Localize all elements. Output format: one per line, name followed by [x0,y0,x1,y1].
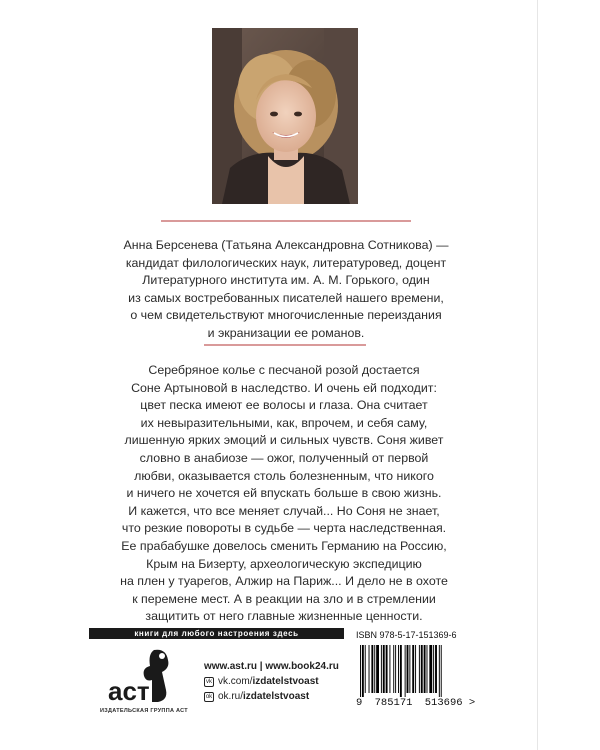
barcode-bar [369,645,370,693]
bio-line: из самых востребованных писателей нашего времени, [128,290,444,305]
blurb-line: и ничего не хочется ей впускать больше в свою жизнь. [126,486,442,501]
barcode-bar [407,645,409,693]
bio-line: кандидат филологических наук, литературовед, доцент [125,255,447,270]
barcode-bar [383,645,385,693]
barcode-bar [386,645,388,693]
vk-handle: izdatelstvoast [252,676,319,687]
blurb-line: Серебряное колье с песчаной розой достается [148,363,420,377]
blurb-line: лишенную ярких эмоций и сильных чувств. Соня живет [124,433,444,448]
blurb-line: словно в анабиозе — ожог, полученный от первой [139,450,429,465]
barcode-bar [398,645,399,693]
author-bio [106,237,466,343]
barcode-digits [356,697,486,709]
barcode-bar [433,645,434,693]
page-edge [537,0,600,750]
bio-line: Анна Берсенева (Татьяна Александровна Сотникова) — [123,238,449,252]
ok-handle: izdatelstvoast [243,691,310,702]
barcode-bar [435,645,437,693]
bio-line: и экранизации ее романов. [207,325,365,340]
barcode-bar [409,645,410,693]
author-portrait-illustration [212,28,358,204]
blurb-line: к перемене мест. А в реакции на зло и в стремлении [132,591,436,606]
barcode-left-group: 785171 [374,697,413,709]
blurb-line: защитить от него главные жизненные ценности. [145,609,423,624]
barcode-bar [376,645,379,693]
barcode-bar [441,645,442,697]
barcode [356,645,486,697]
ast-logo-text: аст [108,676,150,706]
barcode-bar [405,645,406,697]
vk-prefix: vk.com/ [218,676,253,687]
blurb-line: цвет песка имеют ее волосы и глаза. Она считает [140,398,428,413]
barcode-bar [393,645,394,693]
book-blurb [92,362,476,626]
ast-logo-icon [106,646,182,708]
barcode-bar [427,645,428,693]
blurb-line: что резкие повороты в судьбе — черта наследственная. [121,521,447,536]
web-links-text: www.ast.ru | www.book24.ru [204,661,339,672]
barcode-bar [389,645,390,693]
isbn-number: ISBN 978-5-17-151369-6 [356,630,457,640]
contact-links [204,659,339,704]
publisher-name: ИЗДАТЕЛЬСКАЯ ГРУППА АСТ [100,708,188,714]
ok-link[interactable] [204,689,339,704]
barcode-bar [439,645,440,697]
ok-icon: ok [205,693,213,700]
barcode-right-group: 513696 [424,697,463,709]
barcode-bar [429,645,432,693]
blurb-line: любви, оказывается столь болезненным, что никого [134,468,434,483]
blurb-line: на плен у туарегов, Алжир на Париж... И дело не в охоте [120,574,448,589]
barcode-bar [365,645,366,693]
barcode-bar [395,645,396,693]
bio-line: Литературного института им. А. М. Горького, один [142,273,430,288]
author-photo [212,28,358,204]
vk-icon: vk [206,678,212,685]
barcode-bar [381,645,382,693]
blurb-line: Крым на Бизерту, археологическую экспедицию [146,556,422,571]
barcode-bar [360,645,361,697]
barcode-bar [412,645,414,693]
barcode-bar [424,645,426,693]
barcode-bar [421,645,423,693]
barcode-first-digit: 9 [356,697,363,709]
vk-link[interactable] [204,674,339,689]
ok-prefix: ok.ru/ [218,691,244,702]
tagline-band: книги для любого настроения здесь [89,628,344,639]
barcode-bar [371,645,373,693]
divider-middle [204,344,366,346]
divider-top [161,220,411,222]
barcode-bar [400,645,402,697]
blurb-line: их невыразительными, как, впрочем, и себя саму, [140,415,428,430]
blurb-line: И кажется, что все меняет случай... Но Соня не знает, [128,503,440,518]
barcode-bar [374,645,375,693]
barcode-bar [415,645,416,693]
barcode-bar [362,645,364,697]
barcode-end-mark: > [468,697,476,709]
bio-line: о чем свидетельствуют многочисленные переиздания [130,308,442,323]
barcode-bar [419,645,420,693]
blurb-line: Соне Артыновой в наследство. И очень ей подходит: [131,380,437,395]
blurb-line: Ее прабабушке довелось сменить Германию на Россию, [121,538,447,553]
web-links[interactable] [204,659,339,674]
